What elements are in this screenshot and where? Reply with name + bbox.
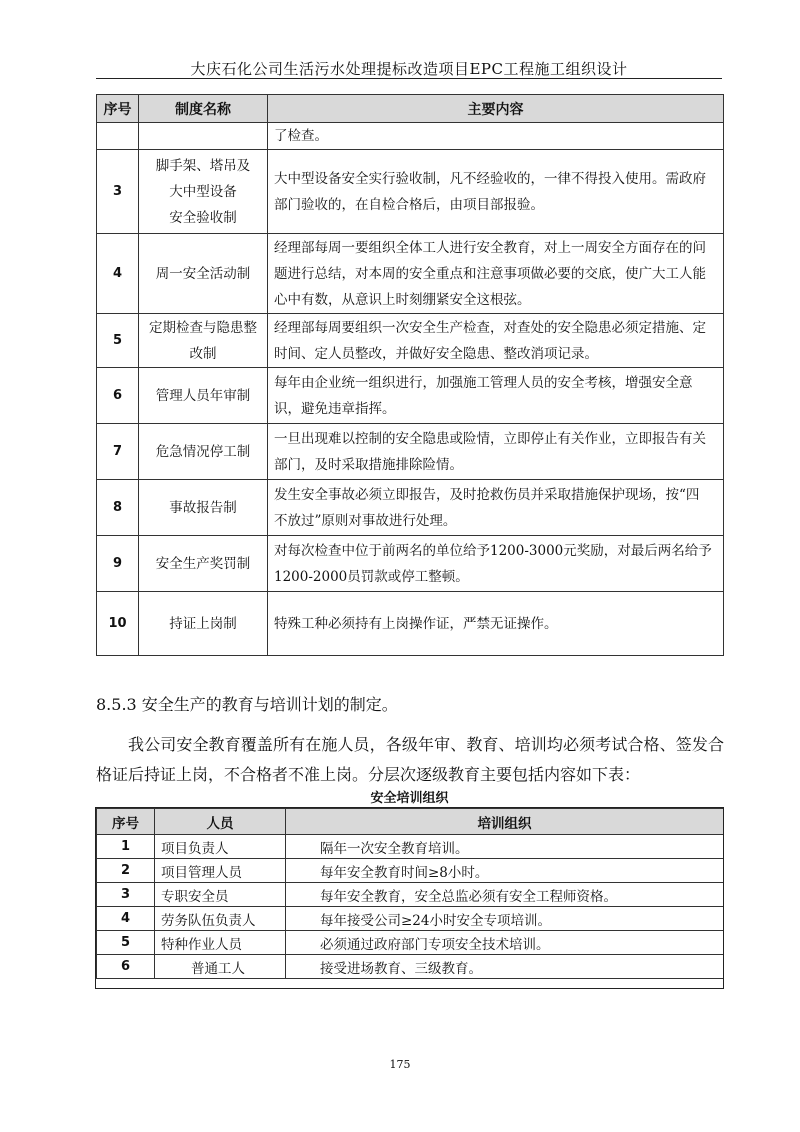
person-role: 项目负责人 — [155, 835, 286, 859]
column-header-name: 制度名称 — [139, 95, 268, 123]
system-name: 持证上岗制 — [139, 592, 268, 656]
person-role: 普通工人 — [155, 955, 286, 979]
page-header-title: 大庆石化公司生活污水处理提标改造项目EPC工程施工组织设计 — [190, 60, 628, 78]
system-name: 周一安全活动制 — [139, 234, 268, 314]
system-name: 安全生产奖罚制 — [139, 536, 268, 592]
person-role: 项目管理人员 — [155, 859, 286, 883]
row-number: 3 — [97, 883, 155, 907]
column-header-no: 序号 — [97, 95, 139, 123]
column-header-person: 人员 — [155, 809, 286, 835]
table-row — [97, 536, 724, 592]
safety-system-table — [96, 94, 724, 656]
system-content: 大中型设备安全实行验收制，凡不经验收的，一律不得投入使用。需政府 部门验收的，在自检合格后，由项目部报验。 — [268, 150, 724, 234]
page-number: 175 — [389, 1058, 411, 1071]
row-number: 4 — [97, 907, 155, 931]
system-content: 了检查。 — [268, 123, 724, 150]
training-org: 每年安全教育时间≥8小时。 — [286, 859, 724, 883]
column-header-content: 主要内容 — [268, 95, 724, 123]
row-number: 10 — [97, 592, 139, 656]
table-row — [97, 907, 724, 931]
row-number: 1 — [97, 835, 155, 859]
system-name: 脚手架、塔吊及 大中型设备 安全验收制 — [139, 150, 268, 234]
training-org: 必须通过政府部门专项安全技术培训。 — [286, 931, 724, 955]
table-row — [97, 480, 724, 536]
row-number: 9 — [97, 536, 139, 592]
training-org: 隔年一次安全教育培训。 — [286, 835, 724, 859]
system-content: 一旦出现难以控制的安全隐患或险情，立即停止有关作业，立即报告有关 部门，及时采取措施排除险情。 — [268, 424, 724, 480]
system-name — [139, 123, 268, 150]
table-row — [97, 883, 724, 907]
table-row — [97, 150, 724, 234]
section-heading: 8.5.3 安全生产的教育与培训计划的制定。 — [96, 695, 398, 714]
column-header-no: 序号 — [97, 809, 155, 835]
system-content: 对每次检查中位于前两名的单位给予1200-3000元奖励，对最后两名给予 1200-2000员罚款或停工整顿。 — [268, 536, 724, 592]
system-name: 事故报告制 — [139, 480, 268, 536]
system-content: 特殊工种必须持有上岗操作证，严禁无证操作。 — [268, 592, 724, 656]
row-number: 6 — [97, 955, 155, 979]
row-number: 5 — [97, 314, 139, 368]
column-header-org: 培训组织 — [286, 809, 724, 835]
person-role: 特种作业人员 — [155, 931, 286, 955]
row-number: 8 — [97, 480, 139, 536]
table-header-row — [97, 95, 724, 123]
row-number: 5 — [97, 931, 155, 955]
header-divider — [96, 78, 722, 79]
table-row — [97, 123, 724, 150]
table-row — [97, 955, 724, 979]
table-header-row — [97, 809, 724, 835]
training-org: 每年安全教育，安全总监必须有安全工程师资格。 — [286, 883, 724, 907]
row-number: 7 — [97, 424, 139, 480]
table-row — [97, 835, 724, 859]
row-number — [97, 123, 139, 150]
system-name: 管理人员年审制 — [139, 368, 268, 424]
table-row — [97, 368, 724, 424]
table-caption: 安全培训组织 — [370, 791, 449, 806]
table-row — [97, 859, 724, 883]
system-name: 危急情况停工制 — [139, 424, 268, 480]
system-content: 每年由企业统一组织进行，加强施工管理人员的安全考核，增强安全意 识，避免违章指挥。 — [268, 368, 724, 424]
row-number: 3 — [97, 150, 139, 234]
system-content: 经理部每周要组织一次安全生产检查，对查处的安全隐患必须定措施、定 时间、定人员整改，并做好安全隐患、整改消项记录。 — [268, 314, 724, 368]
row-number: 2 — [97, 859, 155, 883]
table-row — [97, 424, 724, 480]
body-paragraph: 我公司安全教育覆盖所有在施人员，各级年审、教育、培训均必须考试合格、签发合格证后持证上岗，不合格者不准上岗。分层次逐级教育主要包括内容如下表： — [96, 735, 724, 784]
person-role: 劳务队伍负责人 — [155, 907, 286, 931]
system-content: 发生安全事故必须立即报告，及时抢救伤员并采取措施保护现场，按“四 不放过”原则对事故进行处理。 — [268, 480, 724, 536]
system-name: 定期检查与隐患整 改制 — [139, 314, 268, 368]
safety-training-table — [96, 808, 724, 979]
person-role: 专职安全员 — [155, 883, 286, 907]
table-row — [97, 234, 724, 314]
row-number: 4 — [97, 234, 139, 314]
system-content: 经理部每周一要组织全体工人进行安全教育，对上一周安全方面存在的问 题进行总结，对本周的安全重点和注意事项做必要的交底，使广大工人能 心中有数，从意识上时刻绷紧安全这根弦。 — [268, 234, 724, 314]
table-row — [97, 314, 724, 368]
training-org: 接受进场教育、三级教育。 — [286, 955, 724, 979]
training-org: 每年接受公司≥24小时安全专项培训。 — [286, 907, 724, 931]
row-number: 6 — [97, 368, 139, 424]
table-row — [97, 931, 724, 955]
table-row — [97, 592, 724, 656]
